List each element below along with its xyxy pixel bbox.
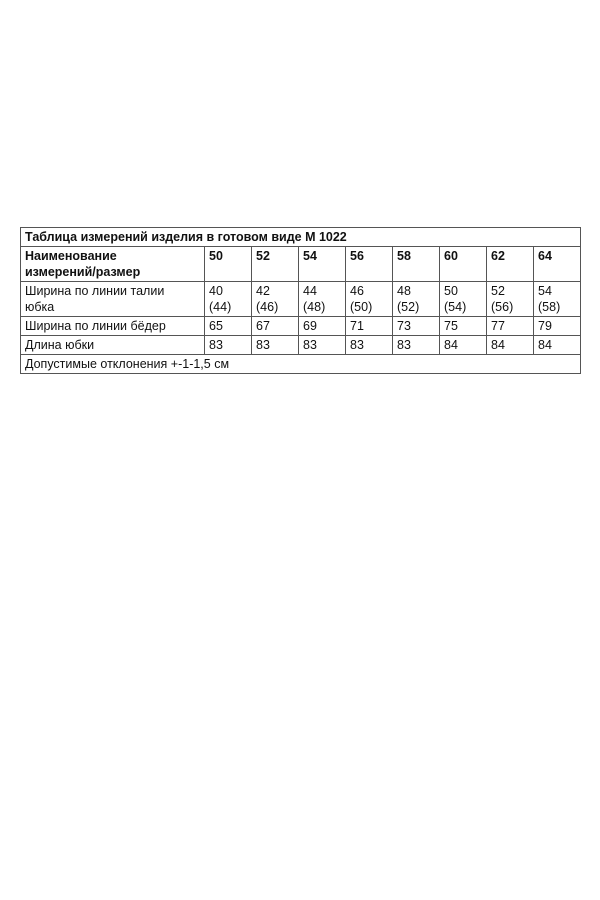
measurements-table [20, 227, 581, 374]
size-header: 58 [393, 247, 440, 282]
value-cell: 79 [534, 317, 581, 336]
row-label-cell: Ширина по линии бёдер [21, 317, 205, 336]
value-cell [393, 282, 440, 317]
value-cell: 83 [393, 336, 440, 355]
value-cell [487, 282, 534, 317]
table-row [21, 336, 581, 355]
value-cell: 84 [534, 336, 581, 355]
value-cell: 75 [440, 317, 487, 336]
value-cell: 71 [346, 317, 393, 336]
value-cell: 84 [440, 336, 487, 355]
value-main: 44 [303, 284, 317, 298]
value-cell: 73 [393, 317, 440, 336]
row-label-line2: юбка [25, 300, 55, 314]
value-cell [299, 282, 346, 317]
value-sub: (56) [491, 300, 514, 314]
size-header: 56 [346, 247, 393, 282]
value-main: 52 [491, 284, 505, 298]
value-sub: (48) [303, 300, 326, 314]
size-header: 50 [205, 247, 252, 282]
header-label-line2: измерений/размер [25, 265, 141, 279]
row-label-cell: Длина юбки [21, 336, 205, 355]
value-sub: (44) [209, 300, 232, 314]
size-header: 62 [487, 247, 534, 282]
row-label-line1: Ширина по линии талии [25, 284, 165, 298]
value-main: 40 [209, 284, 223, 298]
value-cell: 83 [252, 336, 299, 355]
value-cell [346, 282, 393, 317]
value-cell: 69 [299, 317, 346, 336]
table-row [21, 282, 581, 317]
title-row [21, 228, 581, 247]
value-main: 46 [350, 284, 364, 298]
value-sub: (46) [256, 300, 279, 314]
table-title: Таблица измерений изделия в готовом виде М 1022 [21, 228, 581, 247]
tolerance-note: Допустимые отклонения +-1-1,5 см [21, 355, 581, 374]
row-label-cell [21, 282, 205, 317]
value-main: 42 [256, 284, 270, 298]
value-cell [252, 282, 299, 317]
size-header: 54 [299, 247, 346, 282]
header-label-cell [21, 247, 205, 282]
value-cell: 67 [252, 317, 299, 336]
size-header: 64 [534, 247, 581, 282]
value-main: 48 [397, 284, 411, 298]
value-cell [205, 282, 252, 317]
value-cell [440, 282, 487, 317]
size-header: 52 [252, 247, 299, 282]
header-row [21, 247, 581, 282]
value-cell: 77 [487, 317, 534, 336]
value-cell: 65 [205, 317, 252, 336]
note-row [21, 355, 581, 374]
value-main: 54 [538, 284, 552, 298]
value-sub: (52) [397, 300, 420, 314]
header-label-line1: Наименование [25, 249, 117, 263]
value-cell: 83 [299, 336, 346, 355]
value-sub: (58) [538, 300, 561, 314]
value-main: 50 [444, 284, 458, 298]
table-row [21, 317, 581, 336]
value-cell: 83 [205, 336, 252, 355]
value-sub: (50) [350, 300, 373, 314]
value-cell: 84 [487, 336, 534, 355]
value-sub: (54) [444, 300, 467, 314]
value-cell: 83 [346, 336, 393, 355]
size-header: 60 [440, 247, 487, 282]
value-cell [534, 282, 581, 317]
